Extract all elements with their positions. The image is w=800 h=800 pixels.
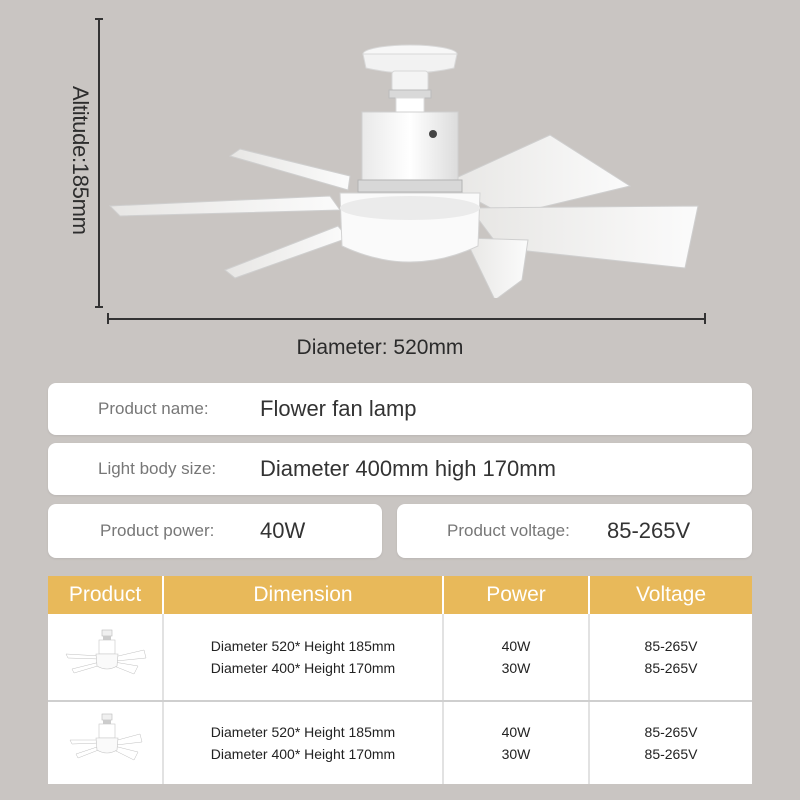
product-power-value: 40W — [260, 518, 306, 543]
table-header — [48, 576, 752, 614]
product-name-card — [48, 383, 752, 435]
light-body-size-card — [48, 443, 752, 495]
table-row-1-dimension — [164, 614, 442, 700]
dimension-line: Diameter 400* Height 170mm — [210, 746, 396, 762]
product-voltage-label: Product voltage: — [447, 521, 570, 540]
dimension-line: Diameter 520* Height 185mm — [210, 638, 396, 654]
power-value: 40W — [501, 724, 531, 740]
diameter-dimension-line — [107, 313, 707, 323]
fan-thumbnail-image — [56, 624, 156, 690]
product-voltage-card — [397, 504, 752, 558]
dimension-line: Diameter 520* Height 185mm — [210, 724, 396, 740]
voltage-value: 85-265V — [644, 724, 698, 740]
product-name-label: Product name: — [98, 399, 209, 418]
light-body-size-value: Diameter 400mm high 170mm — [260, 456, 556, 481]
dimension-line: Diameter 400* Height 170mm — [210, 660, 396, 676]
header-voltage: Voltage — [635, 583, 707, 606]
power-value: 30W — [501, 660, 531, 676]
voltage-value: 85-265V — [644, 638, 698, 654]
product-power-label: Product power: — [100, 521, 215, 540]
table-row-2-voltage — [590, 702, 752, 784]
spec-table — [48, 576, 752, 784]
diameter-label: Diameter: 520mm — [296, 336, 464, 359]
power-value: 30W — [501, 746, 531, 762]
table-row-2-dimension — [164, 702, 442, 784]
product-voltage-value: 85-265V — [607, 518, 691, 543]
voltage-value: 85-265V — [644, 746, 698, 762]
header-power: Power — [486, 583, 546, 606]
voltage-value: 85-265V — [644, 660, 698, 676]
power-value: 40W — [501, 638, 531, 654]
table-row-1-voltage — [590, 614, 752, 700]
fan-thumbnail-image — [56, 710, 156, 776]
table-row-1-power — [444, 614, 588, 700]
altitude-label: Altitude:185mm — [68, 86, 93, 235]
light-body-size-label: Light body size: — [98, 459, 217, 478]
header-product: Product — [68, 583, 142, 606]
ceiling-fan-image — [100, 38, 720, 298]
product-power-card — [48, 504, 382, 558]
product-name-value: Flower fan lamp — [260, 396, 417, 421]
table-row-2-power — [444, 702, 588, 784]
header-dimension: Dimension — [253, 583, 353, 606]
